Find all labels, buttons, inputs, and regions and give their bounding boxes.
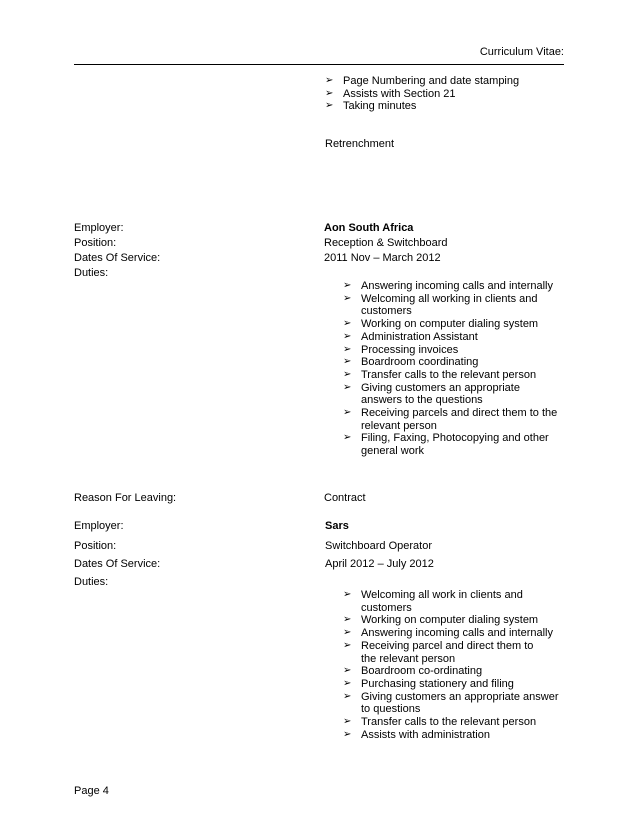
list-item: ➢ Taking minutes [325,100,519,113]
position-value: Reception & Switchboard [324,237,448,249]
list-item: ➢ Giving customers an appropriate answers to the questions [343,382,558,407]
list-item: ➢ Working on computer dialing system [343,318,558,331]
employer-label: Employer: [74,520,124,532]
position-label: Position: [74,540,117,552]
dates-value: 2011 Nov – March 2012 [324,252,441,264]
list-item: ➢ Welcoming all working in clients and customers [343,293,558,318]
duties-label: Duties: [74,267,109,279]
list-item: ➢ Answering incoming calls and internally [343,280,558,293]
dates-label: Dates Of Service: [74,252,161,264]
employer-label: Employer: [74,222,124,234]
list-item: ➢ Filing, Faxing, Photocopying and other general work [343,432,558,457]
reason-label: Reason For Leaving: [74,492,177,504]
list-item: ➢ Transfer calls to the relevant person [343,369,558,382]
top-reason-value: Retrenchment [325,138,395,150]
page-number: Page 4 [74,785,109,797]
list-item: ➢ Answering incoming calls and internally [343,627,565,640]
list-item: ➢ Purchasing stationery and filing [343,678,565,691]
top-bullet-list [325,75,519,113]
position-label: Position: [74,237,117,249]
list-item: ➢ Working on computer dialing system [343,614,565,627]
list-item: ➢ Assists with administration [343,729,565,742]
employer-value: Sars [325,520,349,532]
list-item: ➢ Welcoming all work in clients and customers [343,589,565,614]
list-item: ➢ Administration Assistant [343,331,558,344]
header-divider [74,64,564,65]
job1-duties-list [343,280,558,458]
list-item: ➢ Receiving parcel and direct them to the relevant person [343,640,565,665]
job2-duties-list [343,589,565,741]
list-item: ➢ Boardroom co-ordinating [343,665,565,678]
list-item: ➢ Transfer calls to the relevant person [343,716,565,729]
employer-value: Aon South Africa [324,222,414,234]
list-item: ➢ Processing invoices [343,344,558,357]
list-item: ➢ Assists with Section 21 [325,88,519,101]
list-item: ➢ Page Numbering and date stamping [325,75,519,88]
list-item: ➢ Giving customers an appropriate answer to questions [343,691,565,716]
position-value: Switchboard Operator [325,540,432,552]
dates-value: April 2012 – July 2012 [325,558,434,570]
reason-value: Contract [324,492,366,504]
list-item: ➢ Boardroom coordinating [343,356,558,369]
dates-label: Dates Of Service: [74,558,161,570]
header-title: Curriculum Vitae: [479,46,564,58]
duties-label: Duties: [74,576,109,588]
list-item: ➢ Receiving parcels and direct them to the relevant person [343,407,558,432]
